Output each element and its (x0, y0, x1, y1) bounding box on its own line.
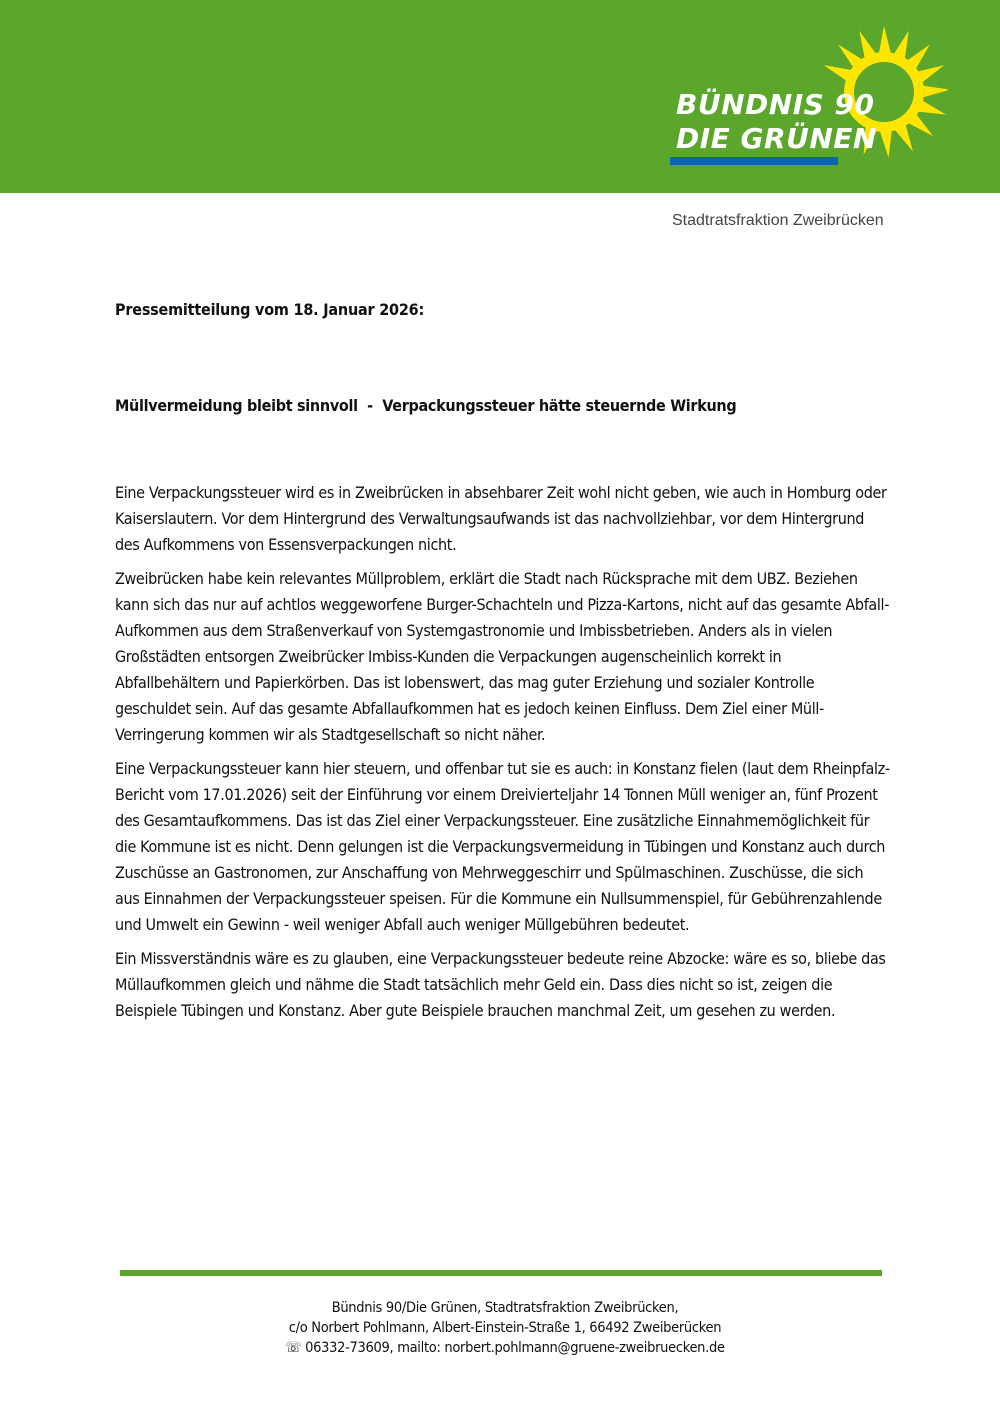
header-band (0, 0, 1000, 193)
body-paragraph: Eine Verpackungssteuer wird es in Zweibrücken in absehbarer Zeit wohl nicht geben, wie auch in Homburg oder Kaiserslautern. Vor dem Hintergrund des Verwaltungsaufwands ist das nachvollziehbar, vor dem Hintergrund des Aufkommens von Essensverpackungen nicht. (115, 483, 887, 554)
footer-contact-details: 06332-73609, mailto: norbert.pohlmann@gruene-zweibruecken.de (301, 1340, 725, 1356)
logo-text-line2: DIE GRÜNEN (676, 122, 877, 155)
phone-icon: ☏ (285, 1340, 302, 1356)
logo-blue-bar (670, 157, 838, 165)
logo-text-line1: BÜNDNIS 90 (676, 88, 875, 121)
footer-line-contact (0, 1338, 1000, 1358)
body-paragraph: Zweibrücken habe kein relevantes Müllproblem, erklärt die Stadt nach Rücksprache mit dem UBZ. Beziehen kann sich das nur auf achtlos weggeworfene Burger-Schachteln und Pizza-Kartons, nicht auf das gesamte Abfall-Aufkommen aus dem Straßenverkauf von Systemgastronomie und Imbissbetrieben. Anders als in vielen Großstädten entsorgen Zweibrücker Imbiss-Kunden die Verpackungen augenscheinlich korrekt in Abfallbehältern und Papierkörben. Das ist lobenswert, das mag guter Erziehung und sozialer Kontrolle geschuldet sein. Auf das gesamte Abfallaufkommen hat es jedoch keinen Einfluss. Dem Ziel einer Müll-Verringerung kommen wir als Stadtgesellschaft so nicht näher. (115, 569, 890, 744)
body-paragraph: Eine Verpackungssteuer kann hier steuern, und offenbar tut sie es auch: in Konstanz fielen (laut dem Rheinpfalz-Bericht vom 17.01.2026) seit der Einführung vor einem Dreivierteljahr 14 Tonnen Müll weniger an, fünf Prozent des Gesamtaufkommens. Das ist das Ziel einer Verpackungssteuer. Eine zusätzliche Einnahmemöglichkeit für die Kommune ist es nicht. Denn gelungen ist die Verpackungsvermeidung in Tübingen und Konstanz auch durch Zuschüsse an Gastronomen, zur Anschaffung von Mehrweggeschirr und Spülmaschinen. Zuschüsse, die sich aus Einnahmen der Verpackungssteuer speisen. Für die Kommune ein Nullsummenspiel, für Gebührenzahlende und Umwelt ein Gewinn - weil weniger Abfall auch weniger Müllgebühren bedeutet. (115, 759, 890, 934)
footer-contact (0, 1298, 1000, 1358)
faction-subtitle: Stadtratsfraktion Zweibrücken (672, 212, 884, 229)
body-paragraph: Ein Missverständnis wäre es zu glauben, eine Verpackungssteuer bedeute reine Abzocke: wäre es so, bliebe das Müllaufkommen gleich und nähme die Stadt tatsächlich mehr Geld ein. Dass dies nicht so ist, zeigen die Beispiele Tübingen und Konstanz. Aber gute Beispiele brauchen manchmal Zeit, um gesehen zu werden. (115, 949, 886, 1020)
footer-divider (120, 1270, 882, 1276)
press-release-date: Pressemitteilung vom 18. Januar 2026: (115, 300, 425, 319)
footer-line-organization: Bündnis 90/Die Grünen, Stadtratsfraktion Zweibrücken, (331, 1300, 679, 1316)
press-release-body (115, 480, 890, 1032)
press-release-headline: Müllvermeidung bleibt sinnvoll - Verpackungssteuer hätte steuernde Wirkung (115, 396, 737, 415)
party-logo (668, 22, 948, 172)
footer-line-address: c/o Norbert Pohlmann, Albert-Einstein-Straße 1, 66492 Zweiberücken (288, 1320, 722, 1336)
